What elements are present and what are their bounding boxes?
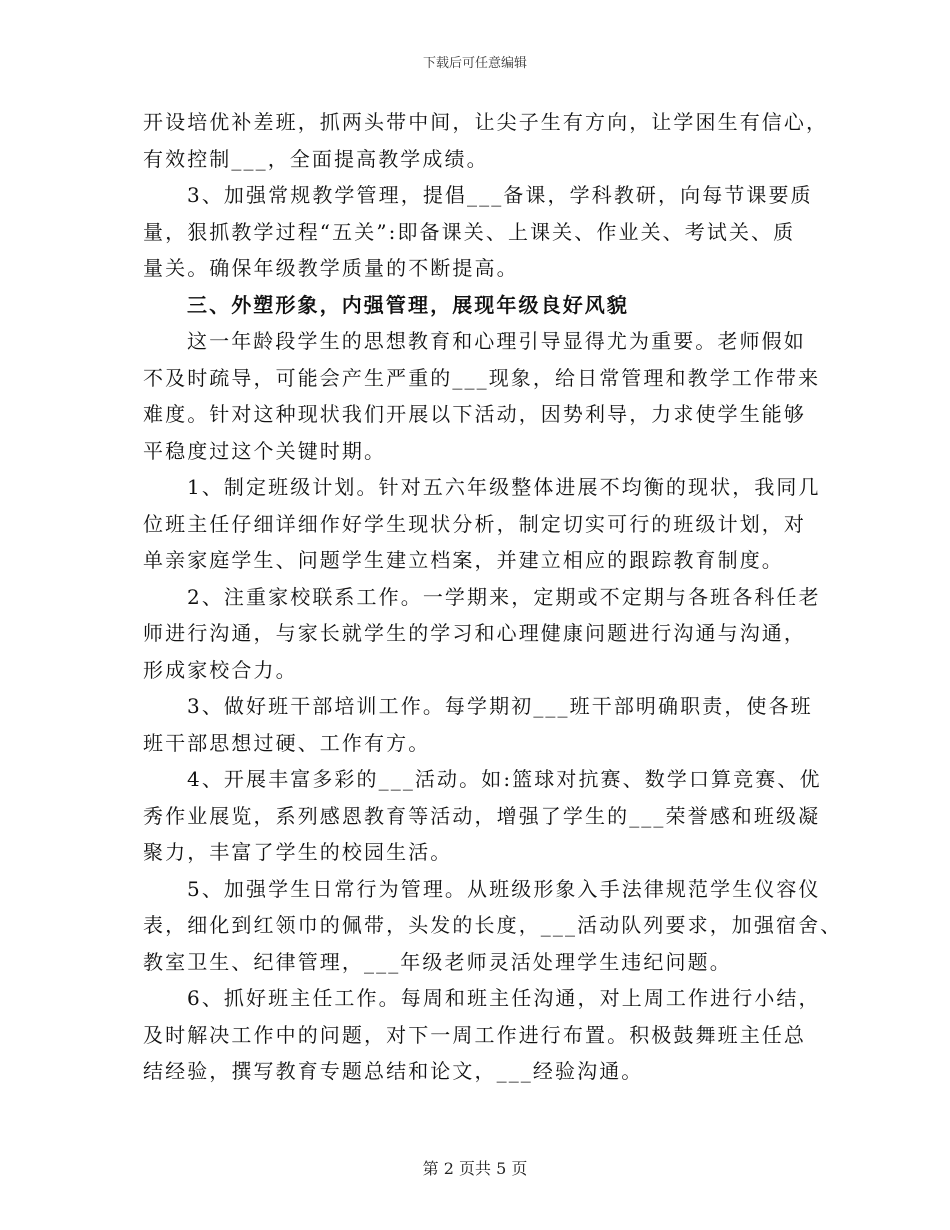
text-line: 表，细化到红领巾的佩带，头发的长度，___活动队列要求，加强宿舍、 — [143, 913, 843, 937]
text-line: 量关。确保年级教学质量的不断提高。 — [143, 256, 519, 280]
text-line: 有效控制___，全面提高教学成绩。 — [143, 146, 489, 171]
text-line: 秀作业展览，系列感恩教育等活动，增强了学生的___荣誉感和班级凝 — [143, 803, 821, 828]
text-line: 及时解决工作中的问题，对下一周工作进行布置。积极鼓舞班主任总 — [143, 1022, 806, 1047]
text-line: 形成家校合力。 — [143, 657, 298, 682]
text-line: 结经验，撰写教育专题总结和论文，___经验沟通。 — [143, 1059, 644, 1083]
text-line: 难度。针对这种现状我们开展以下活动，因势利导，力求使学生能够 — [143, 402, 806, 426]
text-line: 班干部思想过硬、工作有方。 — [143, 730, 431, 755]
text-line: 开设培优补差班，抓两头带中间，让尖子生有方向，让学困生有信心， — [143, 110, 829, 134]
paragraph-start-line: 4、开展丰富多彩的___活动。如:篮球对抗赛、数学口算竞赛、优 — [187, 767, 822, 791]
text-line: 量，狠抓教学过程“五关”:即备课关、上课关、作业关、考试关、质 — [143, 219, 796, 244]
text-line: 教室卫生、纪律管理，___年级老师灵活处理学生违纪问题。 — [143, 949, 732, 974]
page-number-footer: 第 2 页共 5 页 — [422, 1159, 528, 1178]
text-line: 不及时疏导，可能会产生严重的___现象，给日常管理和教学工作带来 — [143, 365, 821, 390]
text-line: 平稳度过这个关键时期。 — [143, 438, 387, 463]
paragraph-start-line: 1、制定班级计划。针对五六年级整体进展不均衡的现状，我同几 — [187, 475, 821, 499]
text-line: 单亲家庭学生、问题学生建立档案，并建立相应的跟踪教育制度。 — [143, 548, 784, 572]
paragraph-start-line: 3、做好班干部培训工作。每学期初___班干部明确职责，使各班 — [187, 694, 813, 718]
paragraph-start-line: 这一年龄段学生的思想教育和心理引导显得尤为重要。老师假如 — [187, 329, 806, 353]
section-heading: 三、外塑形象，内强管理，展现年级良好风貌 — [187, 292, 629, 317]
paragraph-start-line: 6、抓好班主任工作。每周和班主任沟通，对上周工作进行小结， — [187, 986, 821, 1010]
paragraph-start-line: 3、加强常规教学管理，提倡___备课，学科教研，向每节课要质 — [187, 183, 813, 207]
page-header: 下载后可任意编辑 — [422, 56, 527, 71]
text-line: 聚力，丰富了学生的校园生活。 — [143, 840, 453, 864]
text-line: 师进行沟通，与家长就学生的学习和心理健康问题进行沟通与沟通， — [143, 621, 806, 645]
paragraph-start-line: 2、注重家校联系工作。一学期来，定期或不定期与各班各科任老 — [187, 584, 821, 609]
document-body — [143, 104, 843, 1090]
paragraph-start-line: 5、加强学生日常行为管理。从班级形象入手法律规范学生仪容仪 — [187, 876, 821, 901]
text-line: 位班主任仔细详细作好学生现状分析，制定切实可行的班级计划，对 — [143, 511, 806, 536]
